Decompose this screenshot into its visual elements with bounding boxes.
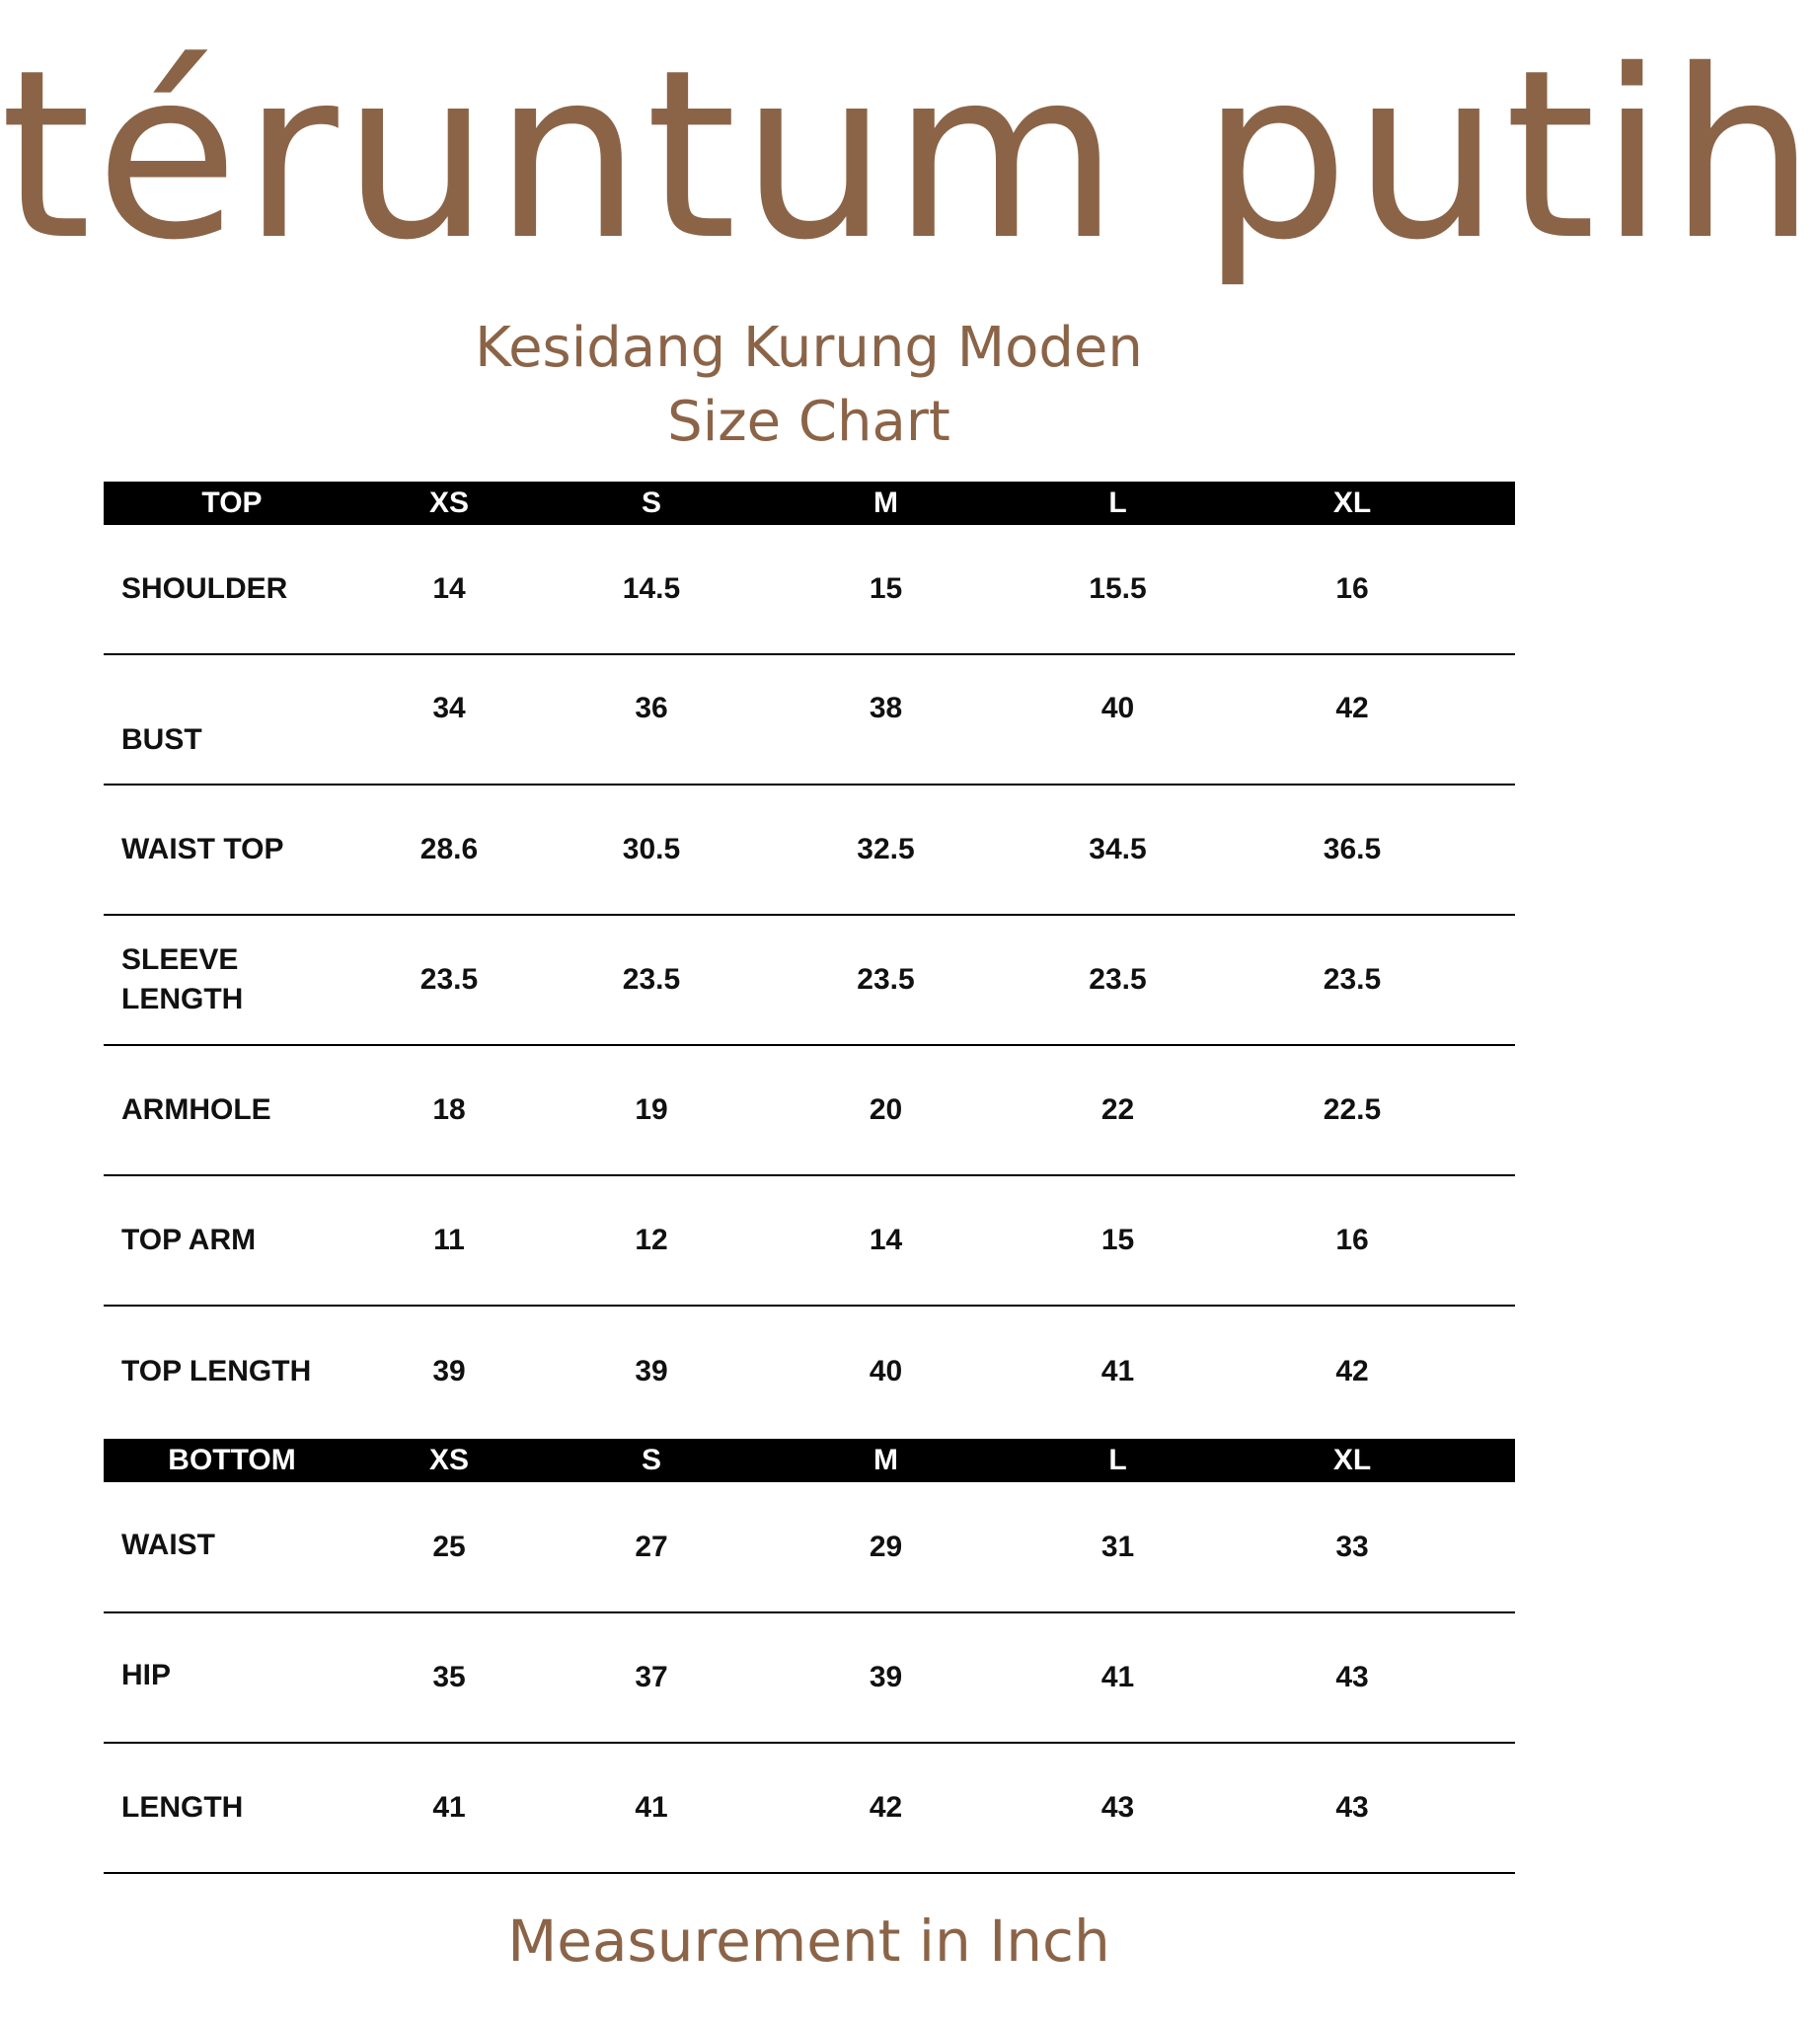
row-label: ARMHOLE — [121, 1093, 271, 1126]
cell-value: 23.5 — [622, 963, 681, 996]
table-row — [104, 1482, 1515, 1613]
cell-value: 15 — [869, 572, 903, 605]
bottom-size-table — [104, 1439, 1515, 1874]
table-row — [104, 786, 1515, 916]
cell-value: 22.5 — [1323, 1093, 1382, 1126]
cell-value: 15 — [1100, 1224, 1135, 1256]
header-cell: XS — [428, 487, 470, 519]
chart-title: Size Chart — [667, 390, 950, 454]
top-size-table — [104, 482, 1515, 1437]
brand-title: téruntum putih — [0, 20, 1820, 291]
row-label: HIP — [121, 1659, 172, 1691]
cell-value: 33 — [1335, 1530, 1369, 1563]
row-label: WAIST — [121, 1528, 215, 1561]
header-cell: XL — [1332, 1444, 1372, 1476]
header-cell: L — [1108, 1444, 1127, 1476]
row-label: SHOULDER — [121, 572, 288, 605]
header-cell: M — [873, 1444, 898, 1476]
cell-value: 39 — [432, 1355, 466, 1387]
cell-value: 41 — [1100, 1661, 1135, 1693]
cell-value: 19 — [635, 1093, 668, 1126]
cell-value: 23.5 — [1089, 963, 1147, 996]
chart-subtitle: Kesidang Kurung Moden — [475, 316, 1143, 380]
cell-value: 36 — [635, 692, 668, 724]
header-cell: L — [1108, 487, 1127, 519]
cell-value: 36.5 — [1323, 833, 1382, 865]
cell-value: 16 — [1335, 1224, 1369, 1256]
header-cell: XS — [428, 1444, 470, 1476]
row-label: WAIST TOP — [121, 833, 284, 865]
cell-value: 35 — [432, 1661, 466, 1693]
cell-value: 41 — [432, 1791, 466, 1824]
cell-value: 27 — [635, 1530, 668, 1563]
row-label: LENGTH — [121, 1791, 244, 1824]
cell-value: 23.5 — [1323, 963, 1382, 996]
cell-value: 37 — [635, 1661, 668, 1693]
cell-value: 40 — [1100, 692, 1135, 724]
header-cell: TOP — [201, 487, 263, 519]
header-cell: S — [641, 1444, 661, 1476]
cell-value: 20 — [869, 1093, 903, 1126]
cell-value: 32.5 — [857, 833, 915, 865]
cell-value: 15.5 — [1089, 572, 1147, 605]
measurement-note: Measurement in Inch — [507, 1908, 1110, 1975]
row-label: BUST — [121, 723, 202, 756]
table-row — [104, 655, 1515, 786]
cell-value: 39 — [869, 1661, 903, 1693]
cell-value: 43 — [1100, 1791, 1135, 1824]
cell-value: 42 — [1335, 692, 1369, 724]
cell-value: 22 — [1100, 1093, 1135, 1126]
header-cell: S — [641, 487, 661, 519]
cell-value: 38 — [869, 692, 903, 724]
cell-value: 28.6 — [419, 833, 479, 865]
table-row — [104, 1613, 1515, 1744]
cell-value: 43 — [1335, 1661, 1369, 1693]
cell-value: 39 — [635, 1355, 668, 1387]
cell-value: 12 — [635, 1224, 668, 1256]
top-table-header — [104, 482, 1515, 525]
cell-value: 23.5 — [419, 963, 479, 996]
row-label: TOP ARM — [121, 1224, 257, 1256]
cell-value: 41 — [635, 1791, 668, 1824]
header-cell: M — [873, 487, 898, 519]
cell-value: 30.5 — [622, 833, 681, 865]
cell-value: 40 — [869, 1355, 903, 1387]
row-label: SLEEVE LENGTH — [121, 943, 244, 1015]
cell-value: 14 — [432, 572, 466, 605]
table-row — [104, 916, 1515, 1046]
cell-value: 14 — [869, 1224, 903, 1256]
header-cell: XL — [1332, 487, 1372, 519]
row-label: TOP LENGTH — [121, 1355, 312, 1387]
bottom-table-header — [104, 1439, 1515, 1482]
cell-value: 11 — [433, 1224, 465, 1256]
cell-value: 41 — [1100, 1355, 1135, 1387]
cell-value: 34.5 — [1089, 833, 1147, 865]
cell-value: 18 — [432, 1093, 466, 1126]
cell-value: 34 — [432, 692, 466, 724]
cell-value: 42 — [869, 1791, 903, 1824]
cell-value: 31 — [1100, 1530, 1135, 1563]
cell-value: 43 — [1335, 1791, 1369, 1824]
cell-value: 16 — [1335, 572, 1369, 605]
cell-value: 23.5 — [857, 963, 915, 996]
table-row — [104, 525, 1515, 655]
table-row — [104, 1046, 1515, 1176]
cell-value: 29 — [869, 1530, 903, 1563]
cell-value: 42 — [1335, 1355, 1369, 1387]
table-row — [104, 1176, 1515, 1307]
header-cell: BOTTOM — [168, 1444, 296, 1476]
table-row — [104, 1744, 1515, 1874]
cell-value: 14.5 — [622, 572, 681, 605]
cell-value: 25 — [432, 1530, 466, 1563]
table-row — [104, 1307, 1515, 1437]
